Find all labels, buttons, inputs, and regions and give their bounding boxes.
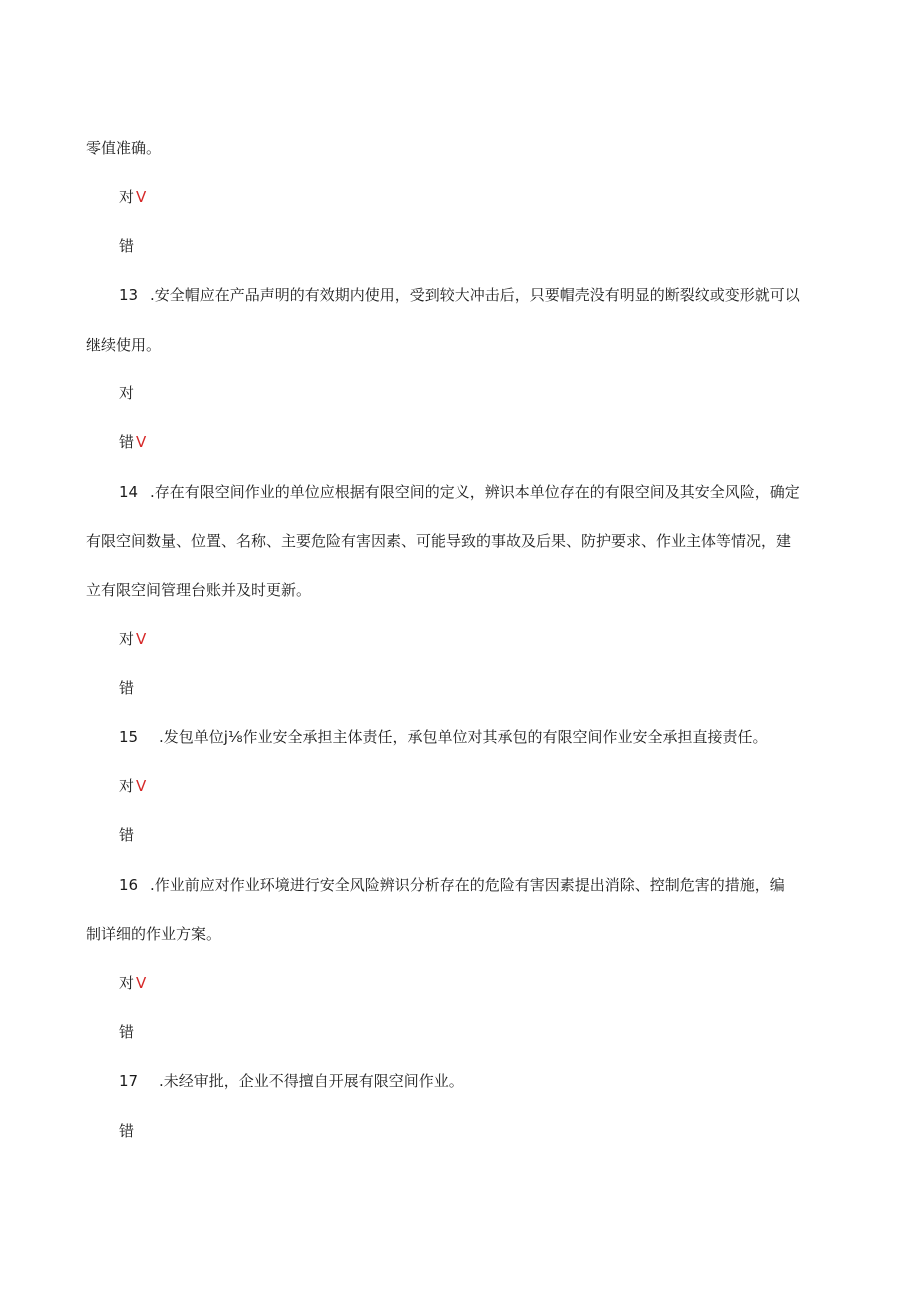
q12-option-true[interactable] <box>119 187 146 207</box>
q16-option-true[interactable] <box>119 973 146 993</box>
question-16-number: 16 <box>119 876 139 894</box>
check-mark: V <box>136 777 147 795</box>
option-false-label: 错 <box>119 237 135 255</box>
question-13-text-line2: 继续使用。 <box>86 336 162 354</box>
option-false-label: 错 <box>119 1023 135 1041</box>
q12-option-false[interactable] <box>119 236 134 256</box>
question-17-text-line1: .未经审批，企业不得擅自开展有限空间作业。 <box>159 1072 464 1090</box>
q15-option-false[interactable] <box>119 825 134 845</box>
q17-option-false[interactable] <box>119 1121 134 1141</box>
check-mark: V <box>136 188 147 206</box>
question-16-text-line1: .作业前应对作业环境进行安全风险辨识分析存在的危险有害因素提出消除、控制危害的措施，编 <box>150 876 785 894</box>
option-true-label: 对 <box>119 188 135 206</box>
option-true-label: 对 <box>119 630 135 648</box>
q13-option-true[interactable] <box>119 383 134 403</box>
q15-option-true[interactable] <box>119 776 146 796</box>
question-14-text-line2: 有限空间数量、位置、名称、主要危险有害因素、可能导致的事故及后果、防护要求、作业主体等情况，建 <box>86 532 792 550</box>
question-12-text-tail: 零值准确。 <box>86 139 162 157</box>
check-mark: V <box>136 433 147 451</box>
option-false-label: 错 <box>119 679 135 697</box>
option-false-label: 错 <box>119 433 135 451</box>
option-true-label: 对 <box>119 777 135 795</box>
check-mark: V <box>136 630 147 648</box>
question-16-text-line2: 制详细的作业方案。 <box>86 925 222 943</box>
option-false-label: 错 <box>119 826 135 844</box>
question-17-number: 17 <box>119 1072 139 1090</box>
question-14-text-line1: .存在有限空间作业的单位应根据有限空间的定义，辨识本单位存在的有限空间及其安全风险，确定 <box>150 483 800 501</box>
question-13-text-line1: .安全帽应在产品声明的有效期内使用，受到较大冲击后，只要帽壳没有明显的断裂纹或变形就可以 <box>150 286 800 304</box>
option-true-label: 对 <box>119 974 135 992</box>
question-14-text-line3: 立有限空间管理台账并及时更新。 <box>86 581 312 599</box>
check-mark: V <box>136 974 147 992</box>
question-15-number: 15 <box>119 728 139 746</box>
q14-option-true[interactable] <box>119 629 146 649</box>
question-15-text-line1: .发包单位j⅛作业安全承担主体责任，承包单位对其承包的有限空间作业安全承担直接责任。 <box>159 728 768 746</box>
option-false-label: 错 <box>119 1122 135 1140</box>
question-13-number: 13 <box>119 286 139 304</box>
option-true-label: 对 <box>119 384 135 402</box>
q16-option-false[interactable] <box>119 1022 134 1042</box>
q13-option-false[interactable] <box>119 432 146 452</box>
question-14-number: 14 <box>119 483 139 501</box>
q14-option-false[interactable] <box>119 678 134 698</box>
